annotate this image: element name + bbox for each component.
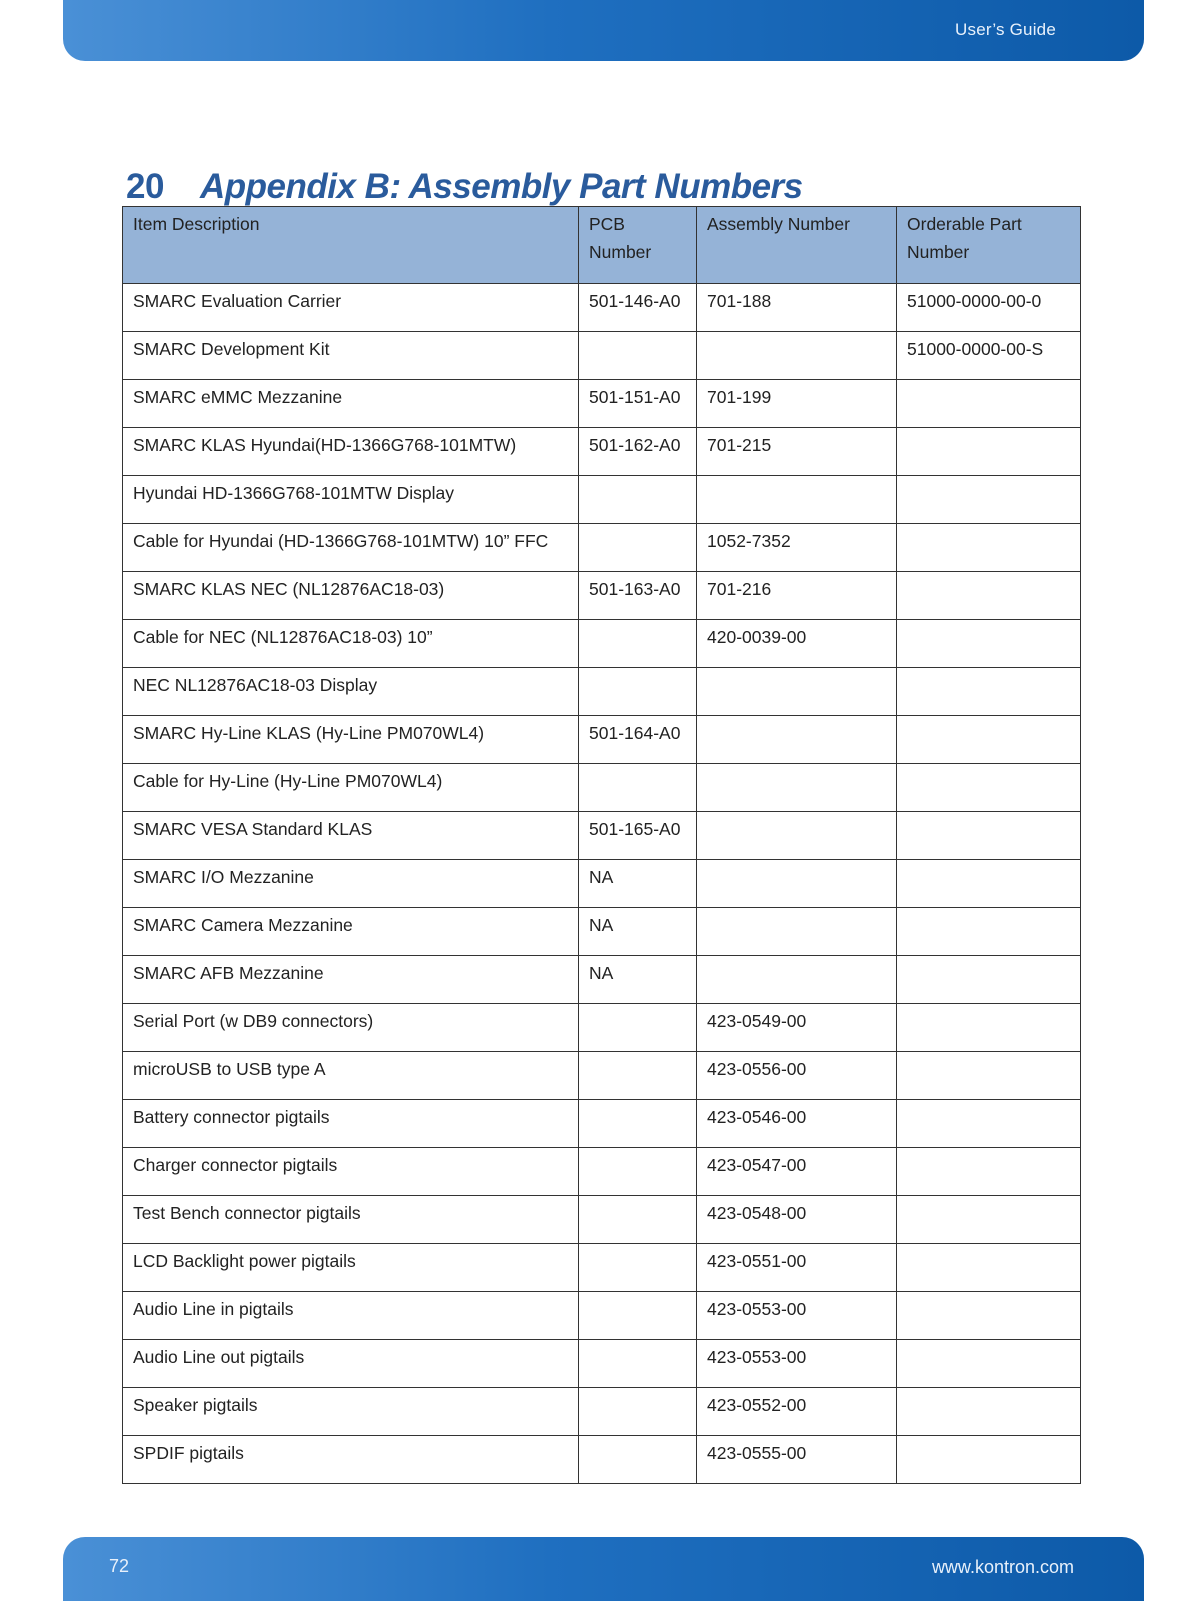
table-cell [579,1388,697,1436]
table-cell [697,716,897,764]
table-cell: 501-146-A0 [579,284,697,332]
table-row [123,1196,1081,1244]
table-cell: SMARC I/O Mezzanine [123,860,579,908]
page-number: 72 [109,1556,130,1576]
table-row [123,620,1081,668]
table-cell: SMARC KLAS Hyundai(HD-1366G768-101MTW) [123,428,579,476]
table-cell: 701-216 [697,572,897,620]
table-row [123,524,1081,572]
table-cell: Battery connector pigtails [123,1100,579,1148]
table-cell: SMARC AFB Mezzanine [123,956,579,1004]
table-cell: 423-0553-00 [697,1340,897,1388]
table-cell [579,1340,697,1388]
table-cell: Speaker pigtails [123,1388,579,1436]
footer-band [63,1537,1144,1601]
table-cell [697,908,897,956]
table-cell: Test Bench connector pigtails [123,1196,579,1244]
table-cell [897,1196,1081,1244]
table-cell: SMARC Hy-Line KLAS (Hy-Line PM070WL4) [123,716,579,764]
header-band [63,0,1144,61]
table-cell: Audio Line in pigtails [123,1292,579,1340]
table-cell [697,812,897,860]
table-row [123,1292,1081,1340]
table-cell: Audio Line out pigtails [123,1340,579,1388]
table-cell [579,1148,697,1196]
table-cell [697,476,897,524]
table-row [123,428,1081,476]
website-link[interactable]: www.kontron.com [931,1557,1074,1577]
table-cell: 420-0039-00 [697,620,897,668]
table-cell [697,956,897,1004]
table-cell [897,860,1081,908]
table-cell [897,1004,1081,1052]
table-row [123,1340,1081,1388]
table-cell: 51000-0000-00-0 [897,284,1081,332]
table-row [123,908,1081,956]
table-row [123,812,1081,860]
table-cell: SMARC VESA Standard KLAS [123,812,579,860]
table-cell [897,1292,1081,1340]
table-cell [697,668,897,716]
table-cell [897,956,1081,1004]
column-header: Orderable Part Number [897,207,1081,284]
table-cell: 501-162-A0 [579,428,697,476]
table-cell: Charger connector pigtails [123,1148,579,1196]
assembly-part-numbers-table [122,206,1081,1484]
table-cell: 423-0553-00 [697,1292,897,1340]
table-row [123,764,1081,812]
table-cell [897,476,1081,524]
table-row [123,380,1081,428]
column-header: PCB Number [579,207,697,284]
header-title: User’s Guide [955,20,1056,39]
table-cell [897,812,1081,860]
table-row [123,572,1081,620]
table-row [123,1148,1081,1196]
table-cell [897,428,1081,476]
table-cell: Serial Port (w DB9 connectors) [123,1004,579,1052]
table-cell: 423-0556-00 [697,1052,897,1100]
table-cell: 423-0546-00 [697,1100,897,1148]
table-cell: SMARC Development Kit [123,332,579,380]
table-cell: 423-0555-00 [697,1436,897,1484]
table-cell [579,476,697,524]
table-cell: Cable for Hyundai (HD-1366G768-101MTW) 10” FFC [123,524,579,572]
table-cell: 501-163-A0 [579,572,697,620]
table-cell: 1052-7352 [697,524,897,572]
table-row [123,956,1081,1004]
table-cell: Hyundai HD-1366G768-101MTW Display [123,476,579,524]
table-row [123,716,1081,764]
table-cell [579,668,697,716]
table-cell [897,1436,1081,1484]
table-cell [897,908,1081,956]
table-cell: NA [579,908,697,956]
table-cell: SMARC Evaluation Carrier [123,284,579,332]
table-cell [897,764,1081,812]
table-cell [897,620,1081,668]
table-cell [579,1100,697,1148]
table-cell: SMARC Camera Mezzanine [123,908,579,956]
table-row [123,1388,1081,1436]
table-cell: SPDIF pigtails [123,1436,579,1484]
table-cell: 501-151-A0 [579,380,697,428]
table-cell: 501-164-A0 [579,716,697,764]
section-number: 20 [126,167,164,207]
table-row [123,332,1081,380]
table-cell [897,1244,1081,1292]
table-cell: 701-188 [697,284,897,332]
table-cell [897,1100,1081,1148]
table-row [123,1244,1081,1292]
table-row [123,1052,1081,1100]
table-row [123,1100,1081,1148]
table-cell: Cable for Hy-Line (Hy-Line PM070WL4) [123,764,579,812]
section-heading [126,167,803,207]
table-cell [579,1052,697,1100]
table-body [123,284,1081,1484]
table-cell [897,524,1081,572]
table-cell: 501-165-A0 [579,812,697,860]
table-cell: 51000-0000-00-S [897,332,1081,380]
table-cell: NEC NL12876AC18-03 Display [123,668,579,716]
table-cell [897,1388,1081,1436]
table-row [123,860,1081,908]
table-cell [897,380,1081,428]
table-cell: SMARC eMMC Mezzanine [123,380,579,428]
table-cell [579,1196,697,1244]
table-cell [579,1292,697,1340]
table-cell [897,1052,1081,1100]
table-cell: microUSB to USB type A [123,1052,579,1100]
table-cell [897,716,1081,764]
table-cell: 423-0549-00 [697,1004,897,1052]
table-cell [897,1340,1081,1388]
table-cell: NA [579,860,697,908]
table-cell: SMARC KLAS NEC (NL12876AC18-03) [123,572,579,620]
table-cell [579,1436,697,1484]
table-cell [579,332,697,380]
table-header-row [123,207,1081,284]
section-title: Appendix B: Assembly Part Numbers [200,167,803,207]
table-cell: 423-0551-00 [697,1244,897,1292]
table-cell: NA [579,956,697,1004]
table-cell [897,1148,1081,1196]
table-cell [697,764,897,812]
table-row [123,1004,1081,1052]
table-cell [579,524,697,572]
table-cell [897,668,1081,716]
table-cell [579,1004,697,1052]
table-row [123,284,1081,332]
table-cell: LCD Backlight power pigtails [123,1244,579,1292]
table-cell: 701-199 [697,380,897,428]
table-cell [897,572,1081,620]
table-row [123,668,1081,716]
table-cell [579,764,697,812]
column-header: Item Description [123,207,579,284]
table-cell [697,332,897,380]
table-cell [579,620,697,668]
table-row [123,1436,1081,1484]
table-cell [697,860,897,908]
table-row [123,476,1081,524]
table-cell: 423-0548-00 [697,1196,897,1244]
table-cell [579,1244,697,1292]
column-header: Assembly Number [697,207,897,284]
table-cell: Cable for NEC (NL12876AC18-03) 10” [123,620,579,668]
table-cell: 423-0552-00 [697,1388,897,1436]
table-cell: 701-215 [697,428,897,476]
table-cell: 423-0547-00 [697,1148,897,1196]
